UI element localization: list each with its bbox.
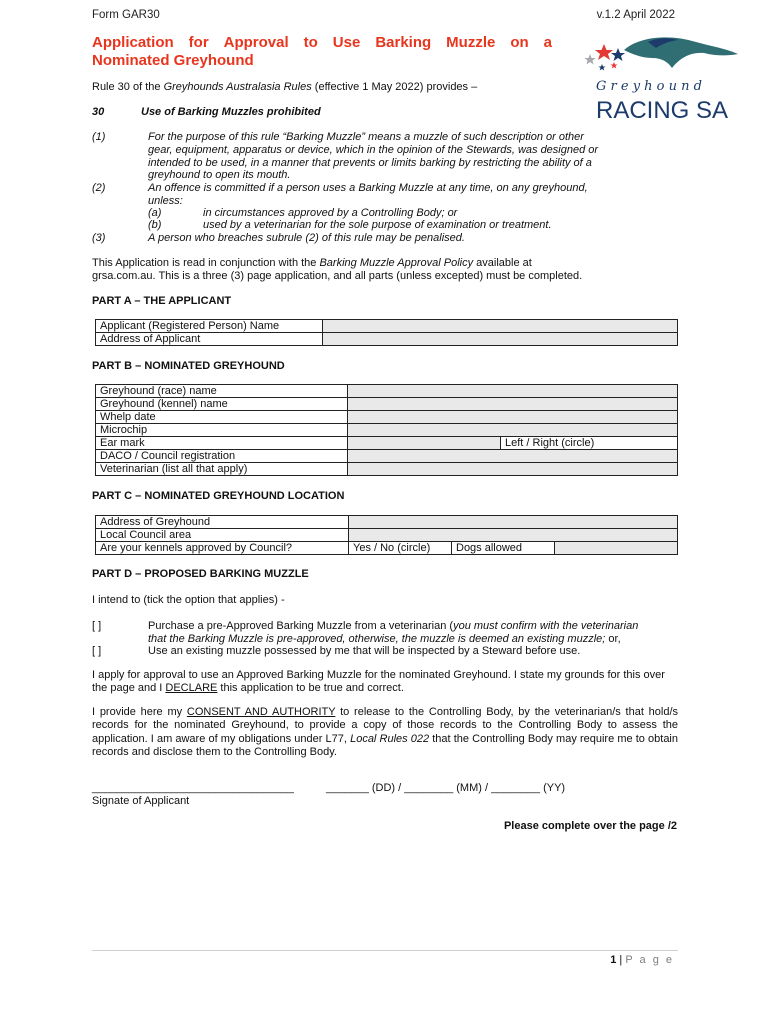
part-b-heading: PART B – NOMINATED GREYHOUND [92,360,285,372]
table-row [96,385,678,398]
grey-star-icon [585,54,596,65]
navy-star-icon [611,48,625,61]
subrule-2-text: An offence is committed if a person uses a Barking Muzzle at any time, on any greyhound, unless: [148,182,588,207]
row-label: Greyhound (kennel) name [96,398,348,411]
greyhound-racing-sa-logo [578,28,748,123]
subrule-2b-num: (b) [148,219,162,231]
subrule-3-text: A person who breaches subrule (2) of this rule may be penalised. [148,232,465,244]
whelp-date-field[interactable] [348,411,678,424]
subrule-1-num: (1) [92,131,106,143]
consent-paragraph: I provide here my CONSENT AND AUTHORITY to release to the Controlling Body, by the veterinarian/s that hold/s records for the nominated Greyhound, to provide a copy of those records to the Controlling Body to assess the application. I am aware of my obligations under L77, Local Rules 022 that the Controlling Body may require me to obtain records and disclose them to the Controlling Body. [92,706,679,758]
small-navy-star-icon [599,64,606,71]
subrule-3-num: (3) [92,232,106,244]
part-a-table [95,319,678,346]
option-1-text: Purchase a pre-Approved Barking Muzzle from a veterinarian (you must confirm with the veterinarian that the Barking Muzzle is pre-approved, otherwise, the muzzle is deemed an existing muzzle; or, [148,620,639,645]
ear-side-option[interactable]: Left / Right (circle) [501,437,678,450]
option-1-checkbox[interactable]: [ ] [92,620,102,632]
veterinarian-field[interactable] [348,463,678,476]
row-label: Ear mark [96,437,348,450]
subrule-2a-text: in circumstances approved by a Controlling Body; or [203,207,458,219]
table-row [96,529,678,542]
dogs-allowed-field[interactable] [555,542,678,555]
row-label: Whelp date [96,411,348,424]
row-label: Address of Greyhound [96,516,349,529]
rule-heading: Use of Barking Muzzles prohibited [141,106,321,118]
part-a-heading: PART A – THE APPLICANT [92,295,232,307]
table-row [96,411,678,424]
small-red-star-icon [611,62,618,69]
page-title [92,34,552,70]
signature-label: Signate of Applicant [92,795,190,807]
page-number: 1 | P a g e [610,954,674,966]
row-label: DACO / Council registration [96,450,348,463]
version-label: v.1.2 April 2022 [596,9,675,21]
council-area-field[interactable] [349,529,678,542]
table-row [96,516,678,529]
option-2-checkbox[interactable]: [ ] [92,645,102,657]
declaration-paragraph: I apply for approval to use an Approved Barking Muzzle for the nominated Greyhound. I state my grounds for this over the page and I DECLARE this application to be true and correct. [92,669,665,695]
table-row [96,320,678,333]
title-line-2: Nominated Greyhound [92,52,254,69]
footer-divider [92,950,678,951]
table-row [96,333,678,346]
part-c-table [95,515,678,555]
subrule-1-text: For the purpose of this rule “Barking Muzzle” means a muzzle of such description or other gear, equipment, apparatus or device, which in the opinion of the Stewards, was designed or intended to be used, in a manner that prevents or limits barking by restricting the ability of a greyhound to open its mouth. [148,131,599,182]
table-row [96,424,678,437]
red-star-icon [595,44,613,60]
svg-text:G r e y h o u n d: G r e y h o u n d [596,79,702,94]
greyhound-logo-icon [578,28,748,123]
date-field[interactable]: _______ (DD) / ________ (MM) / ________ (YY) [326,782,566,794]
subrule-2-num: (2) [92,182,106,194]
microchip-field[interactable] [348,424,678,437]
applicant-address-field[interactable] [323,333,678,346]
table-row [96,398,678,411]
row-label: Applicant (Registered Person) Name [96,320,323,333]
continue-note: Please complete over the page /2 [503,820,677,832]
greyhound-address-field[interactable] [349,516,678,529]
kennel-name-field[interactable] [348,398,678,411]
council-approved-option[interactable]: Yes / No (circle) [349,542,452,555]
table-row [96,437,678,450]
race-name-field[interactable] [348,385,678,398]
table-row [96,463,678,476]
policy-paragraph: This Application is read in conjunction with the Barking Muzzle Approval Policy available at grsa.com.au. This is a three (3) page application, and all parts (unless excepted) must be completed. [92,257,583,283]
rule-number: 30 [92,106,105,118]
part-b-table [95,384,678,476]
daco-registration-field[interactable] [348,450,678,463]
row-label: Veterinarian (list all that apply) [96,463,348,476]
row-label: Local Council area [96,529,349,542]
svg-text:RACING SA: RACING SA [596,97,729,123]
table-row [96,450,678,463]
title-line-1: Application for Approval to Use Barking Muzzle on a [92,34,552,51]
signature-line[interactable]: _________________________________ [92,782,294,794]
form-code: Form GAR30 [92,9,160,21]
applicant-name-field[interactable] [323,320,678,333]
subrule-2a-num: (a) [148,207,162,219]
row-label: Address of Applicant [96,333,323,346]
row-label: Microchip [96,424,348,437]
table-row [96,542,678,555]
intro-line: Rule 30 of the Greyhounds Australasia Rules (effective 1 May 2022) provides – [92,81,478,93]
option-2-text: Use an existing muzzle possessed by me that will be inspected by a Steward before use. [148,645,581,657]
ear-mark-field[interactable] [348,437,501,450]
row-label: Are your kennels approved by Council? [96,542,349,555]
subrule-2b-text: used by a veterinarian for the sole purpose of examination or treatment. [203,219,552,231]
part-c-heading: PART C – NOMINATED GREYHOUND LOCATION [92,490,345,502]
part-d-heading: PART D – PROPOSED BARKING MUZZLE [92,568,309,580]
dogs-allowed-label: Dogs allowed [452,542,555,555]
greyhound-head-icon [624,37,738,68]
intent-line: I intend to (tick the option that applies) - [92,594,285,606]
row-label: Greyhound (race) name [96,385,348,398]
